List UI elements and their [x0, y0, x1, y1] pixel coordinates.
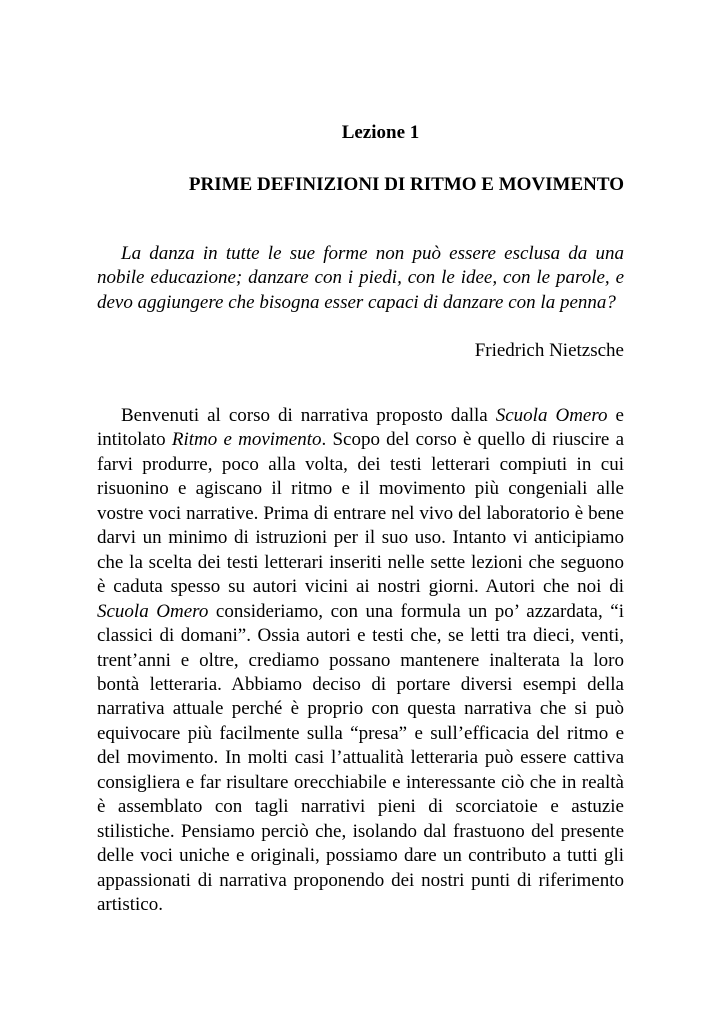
body-paragraph	[97, 404, 624, 918]
body-text-segment: consideriamo, con una formula un po’ azzardata, “i classici di domani”. Ossia autori e testi che, se letti tra dieci, venti, trent’anni e oltre, crediamo possano mantenere inalterata la loro bontà letteraria. Abbiamo deciso di portare diversi esempi della narrativa attuale perché è proprio con questa narrativa che si può equivocare più facilmente sulla “presa” e sull’efficacia del ritmo e del movimento. In molti casi l’attualità letteraria può essere cattiva consigliera e far risultare orecchiabile e interessante ciò che in realtà è assemblato con tagli narrativi pieni di scorciatoie e astuzie stilistiche. Pensiamo perciò che, isolando dal frastuono del presente delle voci uniche e originali, possiamo dare un contributo a tutti gli appassionati di narrativa proponendo dei nostri punti di riferimento artistico.	[97, 600, 625, 916]
epigraph-quote: La danza in tutte le sue forme non può essere esclusa da una nobile educazione; danzare con i piedi, con le idee, con le parole, e devo aggiungere che bisogna esser capaci di danzare con la penna?	[97, 243, 624, 313]
body-text-segment: Benvenuti al corso di narrativa proposto dalla	[121, 405, 496, 426]
school-name: Scuola Omero	[97, 600, 209, 622]
lesson-number: Lezione 1	[341, 122, 420, 143]
body-text-segment: . Scopo del corso è quello di riuscire a farvi produrre, poco alla volta, dei testi letterari compiuti in cui risuonino e agiscano il ritmo e il movimento più congeniali alle vostre voci narrative. Prima di entrare nel vivo del laboratorio è bene darvi un minimo di istruzioni per il suo uso. Intanto vi anticipiamo che la scelta dei testi letterari inseriti nelle sette lezioni che seguono è caduta spesso su autori vicini ai nostri giorni. Autori che noi di	[97, 429, 625, 598]
epigraph-author: Friedrich Nietzsche	[474, 340, 624, 361]
lesson-title: PRIME DEFINIZIONI DI RITMO E MOVIMENTO	[188, 174, 624, 195]
body-text-segment: e intitolato	[97, 405, 624, 451]
school-name: Scuola Omero	[495, 405, 608, 426]
course-name: Ritmo e movimento	[171, 429, 322, 451]
